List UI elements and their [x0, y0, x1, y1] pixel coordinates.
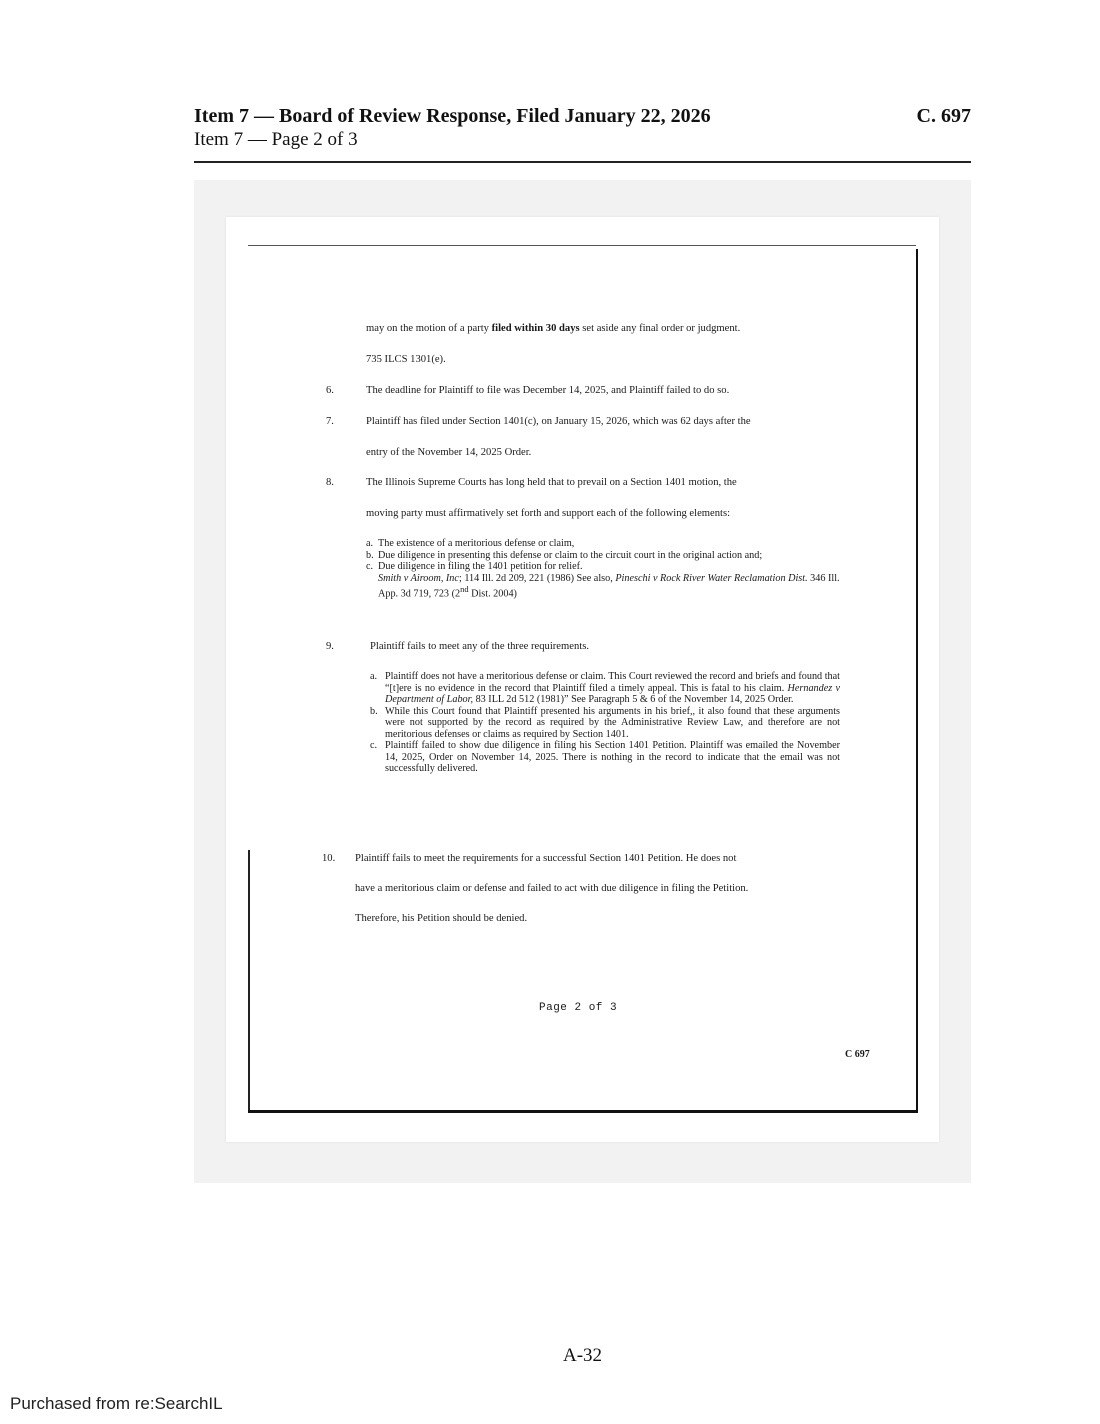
paragraph-number: 10. [322, 853, 336, 864]
list-item [370, 706, 840, 741]
appendix-page-id: A-32 [562, 1345, 603, 1366]
paragraph-10-line: Plaintiff fails to meet the requirements for a successful Section 1401 Petition. He does not [355, 853, 737, 864]
paragraph-10-line: Therefore, his Petition should be denied. [355, 913, 528, 924]
document-title: Item 7 — Board of Review Response, Filed January 22, 2026 [194, 105, 711, 127]
paragraph-7-line: entry of the November 14, 2025 Order. [366, 447, 532, 458]
purchase-watermark: Purchased from re:SearchIL [10, 1394, 223, 1413]
case-name: Hernandez v Department of Labor, [385, 682, 840, 705]
list-marker: b. [366, 549, 374, 561]
emphasis-text: filed within 30 days [491, 323, 580, 334]
list-item-text: Due diligence in filing the 1401 petition for relief. [378, 561, 583, 572]
list-item [366, 550, 840, 562]
citation-text: Dist. 2004) [468, 588, 517, 600]
paragraph-7-line: Plaintiff has filed under Section 1401(c), on January 15, 2026, which was 62 days after the [366, 416, 751, 427]
list-marker: c. [370, 740, 378, 751]
paragraph-8-line: moving party must affirmatively set forth and support each of the following elements: [366, 508, 731, 519]
citation-text: 346 Ill. App. 3d 719, 723 (2 [378, 572, 840, 600]
record-stamp: C 697 [845, 1049, 870, 1060]
paragraph-number: 9. [326, 641, 334, 652]
paragraph-9-text: Plaintiff fails to meet any of the three requirements. [370, 641, 589, 652]
list-marker: a. [370, 671, 378, 682]
list-item-text: Plaintiff does not have a meritorious defense or claim. This Court reviewed the record and briefs and found that “[t]ere is no evidence in the record that Plaintiff filed a timely appeal. This is fatal to his claim. [385, 671, 840, 694]
scan-page-number: Page 2 of 3 [539, 1002, 618, 1014]
list-marker: b. [370, 705, 378, 717]
citation-text: ; 114 Ill. 2d 209, 221 (1986) See also, [458, 572, 616, 584]
scan-border-bottom [248, 1110, 917, 1113]
paragraph-number: 6. [326, 385, 334, 396]
elements-list [366, 538, 840, 600]
scan-border-right [916, 249, 918, 1113]
requirements-list [370, 671, 840, 775]
continuation-text: may on the motion of a party [366, 323, 492, 334]
document-subtitle: Item 7 — Page 2 of 3 [194, 129, 358, 150]
case-name: Smith v Airoom, Inc [378, 572, 459, 584]
statute-citation: 735 ILCS 1301(e). [366, 354, 446, 365]
list-item [370, 740, 840, 775]
paragraph-number: 7. [326, 416, 334, 427]
scan-border-left [248, 850, 250, 1112]
record-reference: C. 697 [916, 105, 971, 127]
list-item-text: 83 ILL 2d 512 (1981)” See Paragraph 5 & 6 of the November 14, 2025 Order. [473, 694, 794, 705]
paragraph-8-line: The Illinois Supreme Courts has long held that to prevail on a Section 1401 motion, the [366, 477, 737, 488]
header-divider [194, 161, 971, 163]
list-item-text: Due diligence in presenting this defense or claim to the circuit court in the original action and; [378, 549, 763, 561]
list-item-text: Plaintiff failed to show due diligence in filing his Section 1401 Petition. Plaintiff was emailed the November 14, 2025, Order on November 14, 2025. There is nothing in the record to indicate that the email was not successfully delivered. [385, 740, 840, 774]
case-citation [366, 573, 840, 600]
list-marker: c. [366, 561, 374, 572]
scan-border-top [248, 245, 916, 246]
list-item [366, 538, 840, 550]
list-marker: a. [366, 538, 374, 549]
citation-superscript: nd [460, 584, 469, 594]
continuation-line [366, 323, 740, 334]
list-item [370, 671, 840, 706]
paragraph-number: 8. [326, 477, 334, 488]
list-item-text: The existence of a meritorious defense or claim, [378, 538, 575, 549]
list-item-text: While this Court found that Plaintiff presented his arguments in his brief,, it also found that these arguments were not supported by the record as required by the Administrative Review Law, and therefore are not meritorious defenses or claims as required by Section 1401. [385, 705, 840, 740]
page-header [194, 104, 971, 152]
list-item [366, 561, 840, 573]
paragraph-10-line: have a meritorious claim or defense and failed to act with due diligence in filing the Petition. [355, 883, 749, 894]
continuation-text-end: set aside any final order or judgment. [579, 323, 741, 334]
paragraph-6-text: The deadline for Plaintiff to file was December 14, 2025, and Plaintiff failed to do so. [366, 385, 730, 396]
case-name: Pineschi v Rock River Water Reclamation Dist. [615, 572, 808, 584]
